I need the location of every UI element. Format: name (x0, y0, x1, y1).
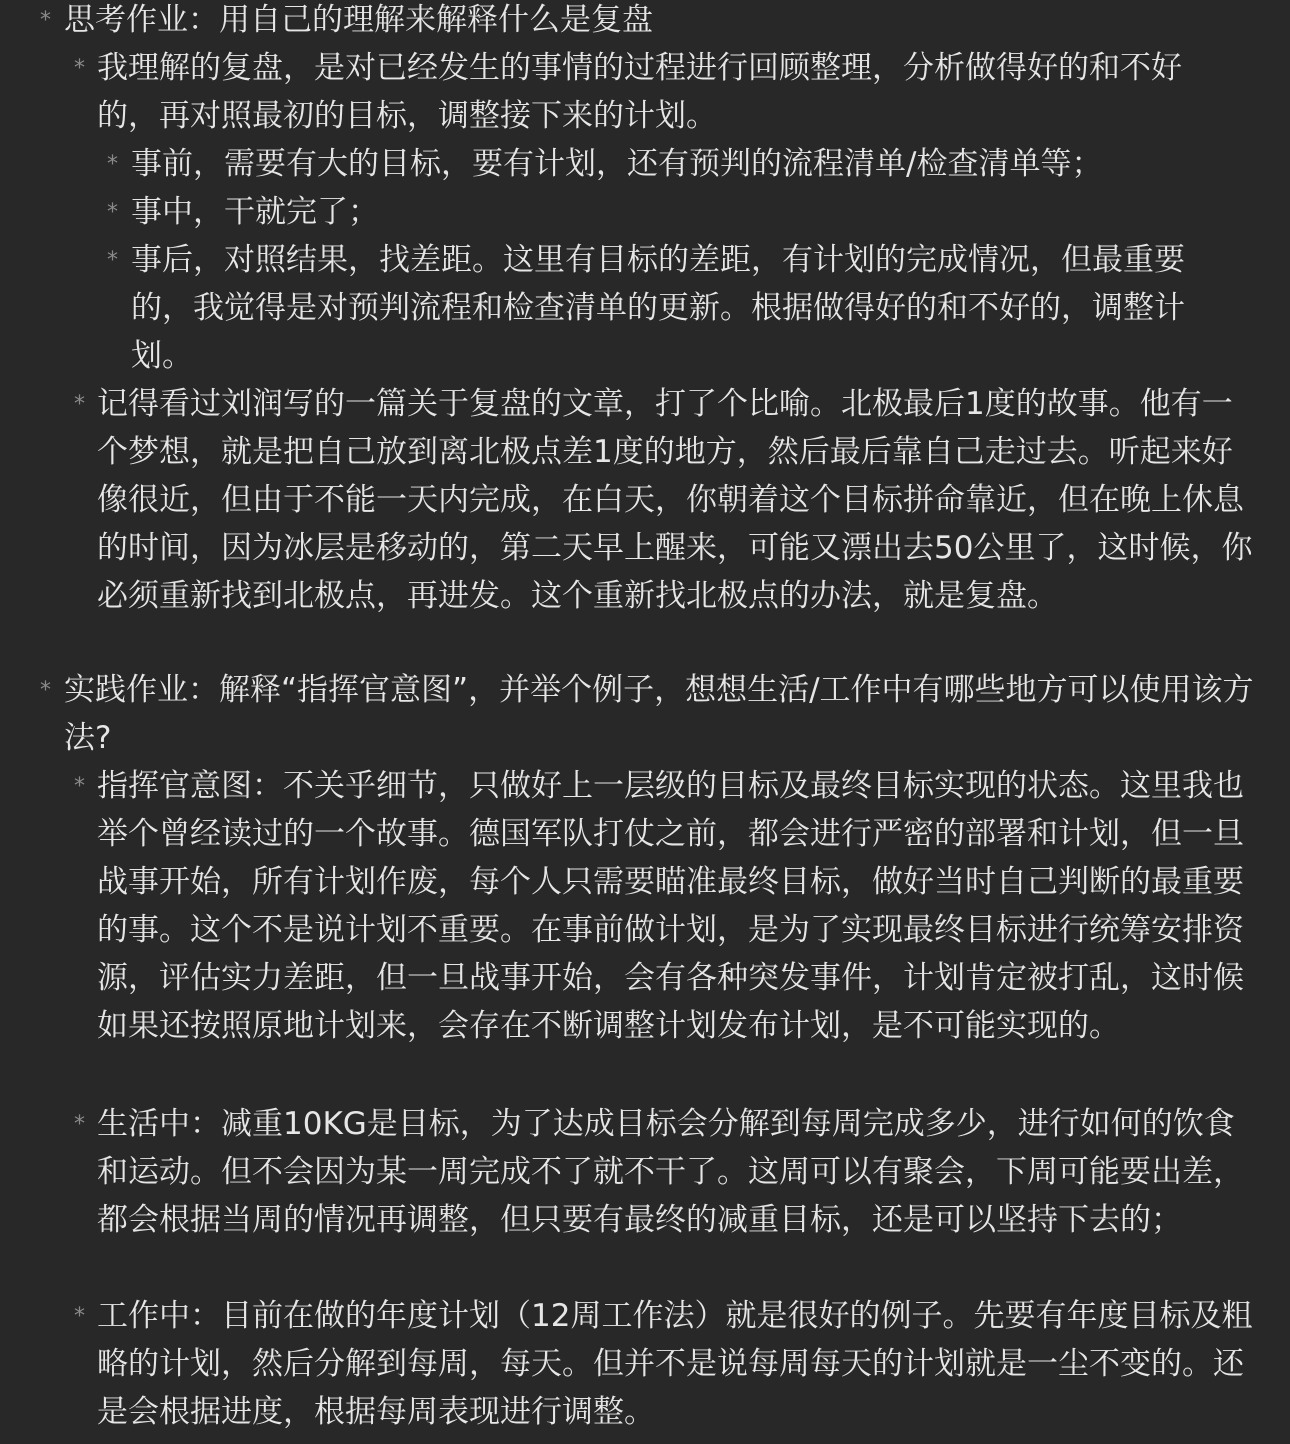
bullet-icon: * (40, 678, 51, 703)
item-text[interactable]: 记得看过刘润写的一篇关于复盘的文章，打了个比喻。北极最后1度的故事。他有一个梦想，就是把自己放到离北极点差1度的地方，然后最后靠自己走过去。听起来好像很近，但由于不能一天内完成，在白天，你朝着这个目标拼命靠近，但在晚上休息的时间，因为冰层是移动的，第二天早上醒来，可能又漂出去50公里了，这时候，你必须重新找到北极点，再进发。这个重新找北极点的办法，就是复盘。 (97, 386, 1253, 614)
item-text[interactable]: 事前，需要有大的目标，要有计划，还有预判的流程清单/检查清单等； (131, 146, 1103, 182)
item-text[interactable]: 事中，干就完了； (131, 194, 379, 230)
bullet-icon: * (40, 8, 51, 33)
item-text[interactable]: 实践作业：解释“指挥官意图”，并举个例子，想想生活/工作中有哪些地方可以使用该方法? (64, 672, 1254, 756)
bullet-icon: * (107, 200, 118, 225)
bullet-icon: * (74, 392, 85, 417)
item-text[interactable]: 生活中：减重10KG是目标，为了达成目标会分解到每周完成多少，进行如何的饮食和运动。但不会因为某一周完成不了就不干了。这周可以有聚会，下周可能要出差，都会根据当周的情况再调整，但只要有最终的减重目标，还是可以坚持下去的； (97, 1106, 1244, 1238)
bullet-icon: * (107, 248, 118, 273)
bullet-icon: * (74, 56, 85, 81)
bullet-icon: * (74, 1112, 85, 1137)
item-text[interactable]: 事后，对照结果，找差距。这里有目标的差距，有计划的完成情况，但最重要的，我觉得是对预判流程和检查清单的更新。根据做得好的和不好的，调整计划。 (131, 242, 1185, 374)
bullet-icon: * (74, 774, 85, 799)
item-text[interactable]: 思考作业：用自己的理解来解释什么是复盘 (64, 2, 653, 38)
item-text[interactable]: 指挥官意图：不关乎细节，只做好上一层级的目标及最终目标实现的状态。这里我也举个曾经读过的一个故事。德国军队打仗之前，都会进行严密的部署和计划，但一旦战事开始，所有计划作废，每个人只需要瞄准最终目标，做好当时自己判断的最重要的事。这个不是说计划不重要。在事前做计划，是为了实现最终目标进行统筹安排资源，评估实力差距，但一旦战事开始，会有各种突发事件，计划肯定被打乱，这时候如果还按照原地计划来，会存在不断调整计划发布计划，是不可能实现的。 (97, 768, 1244, 1044)
item-text[interactable]: 我理解的复盘，是对已经发生的事情的过程进行回顾整理，分析做得好的和不好的，再对照最初的目标，调整接下来的计划。 (97, 50, 1182, 134)
bullet-icon: * (107, 152, 118, 177)
item-text[interactable]: 工作中：目前在做的年度计划（12周工作法）就是很好的例子。先要有年度目标及粗略的计划，然后分解到每周，每天。但并不是说每周每天的计划就是一尘不变的。还是会根据进度，根据每周表现进行调整。 (97, 1298, 1253, 1430)
bullet-icon: * (74, 1304, 85, 1329)
